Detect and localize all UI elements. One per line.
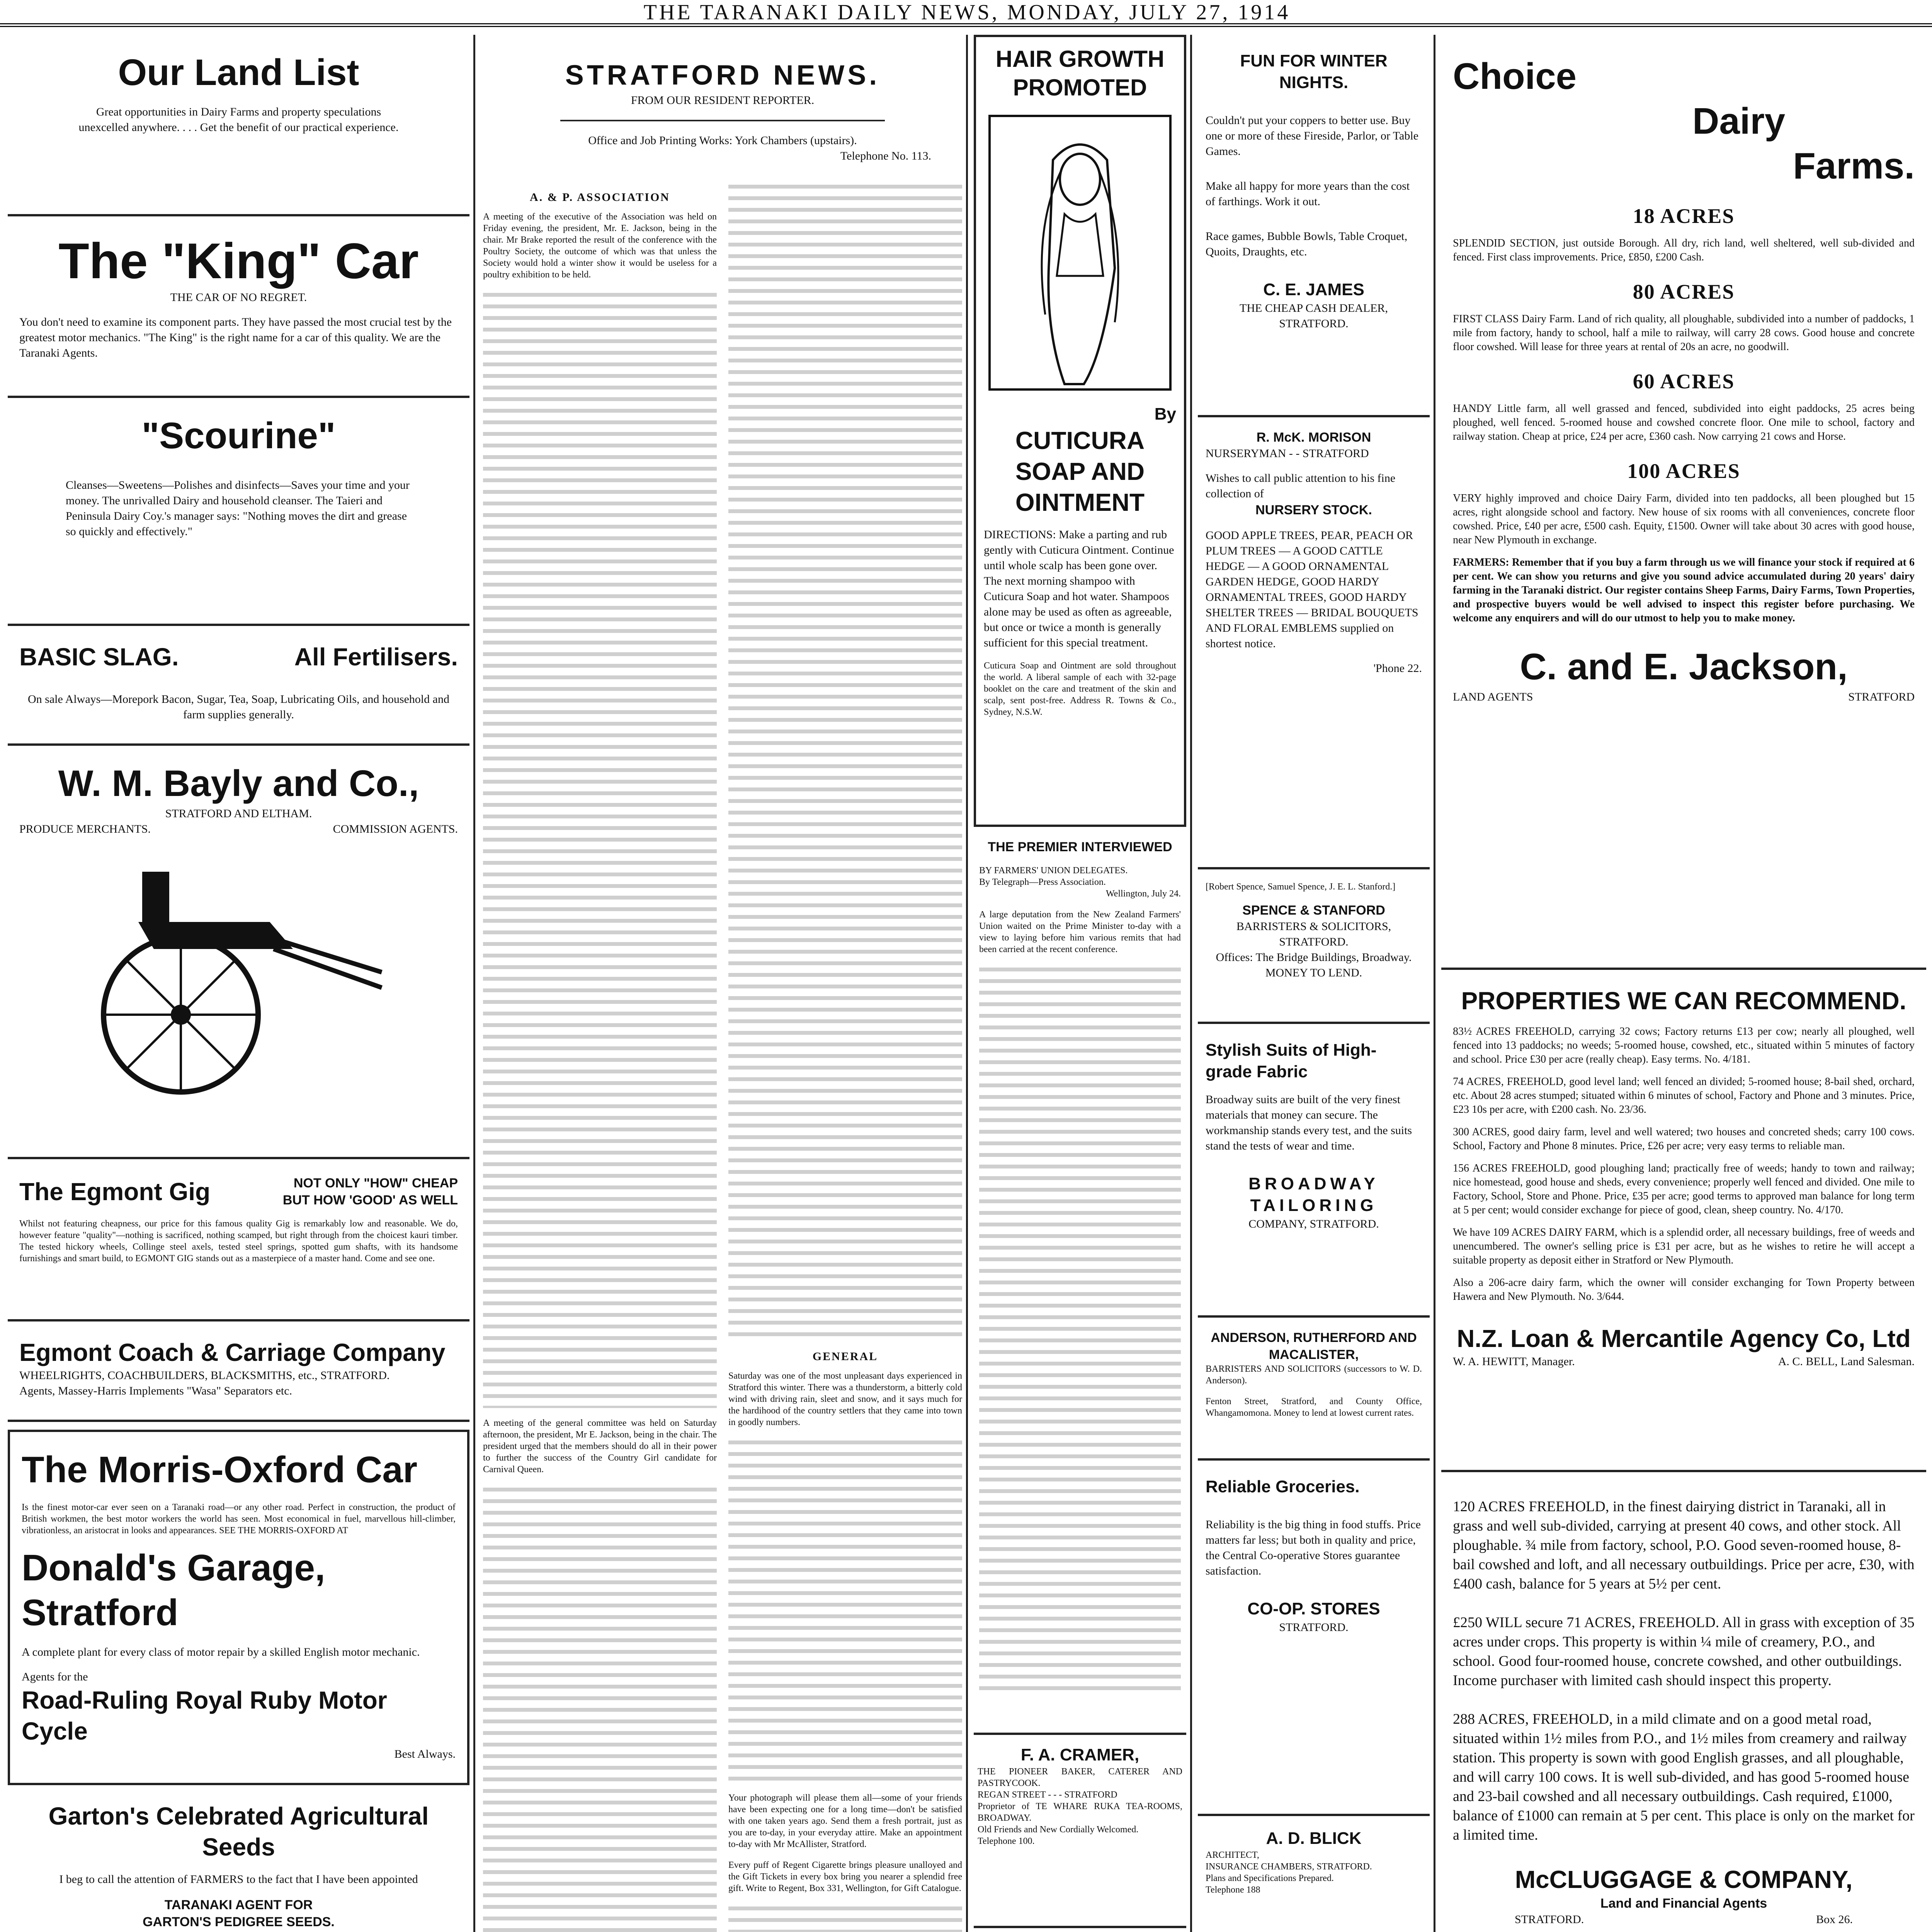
cuticura-directions: DIRECTIONS: Make a parting and rub gently with Cuticura Ointment. Continue until whole scalp has been gone over. The next morning shampoo with Cuticura Soap and hot water. Shampoos alone may be used as often as agreeable, but once or twice a month is generally sufficient for this special treatment.: [984, 528, 1174, 649]
garton-seeds-ad: [8, 1785, 469, 1932]
column-land-agents: [1441, 35, 1926, 1932]
james-sub: THE CHEAP CASH DEALER,: [1240, 302, 1388, 315]
regent-cigarette-notice: Every puff of Regent Cigarette brings pleasure unalloyed and the Gift Tickets in every box bring you nearer a splendid free gift. Write to Regent, Box 331, Wellington, for Gift Catalogue.: [728, 1860, 962, 1893]
co-op-stores-ad: [1198, 1461, 1430, 1816]
bayly-location: STRATFORD AND ELTHAM.: [165, 807, 312, 820]
james-town: STRATFORD.: [1279, 317, 1349, 330]
morris-oxford-title: The Morris-Oxford Car: [22, 1449, 418, 1490]
fun-title-1: FUN FOR WINTER: [1240, 51, 1388, 70]
office-notice: Office and Job Printing Works: York Chambers (upstairs).: [588, 134, 857, 147]
acres-80-heading: 80 ACRES: [1633, 280, 1735, 303]
fun-body-3: Race games, Bubble Bowls, Table Croquet, Quoits, Draughts, etc.: [1206, 230, 1408, 258]
egmont-coach-line-1: WHEELRIGHTS, COACHBUILDERS, BLACKSMITHS, etc., STRATFORD.: [19, 1369, 390, 1382]
egmont-coach-title: Egmont Coach & Carriage Company: [19, 1338, 446, 1366]
hair-growth-title: HAIR GROWTH: [995, 46, 1165, 72]
jackson-ad: [1441, 35, 1926, 970]
spence-office: Offices: The Bridge Buildings, Broadway.: [1216, 951, 1412, 964]
richards-ad: [974, 1928, 1186, 1932]
spence-title: SPENCE & STANFORD: [1242, 903, 1385, 918]
blick-sub-2: INSURANCE CHAMBERS, STRATFORD.: [1206, 1862, 1372, 1872]
column-stratford-news: [483, 35, 962, 1932]
article-text-block: [483, 287, 717, 1408]
mccluggage-box: Box 26.: [1816, 1913, 1853, 1926]
anderson-ad: [1198, 1318, 1430, 1461]
jackson-name: C. and E. Jackson,: [1520, 646, 1848, 687]
acres-18-heading: 18 ACRES: [1633, 204, 1735, 228]
garton-pedigree: GARTON'S PEDIGREE SEEDS.: [143, 1915, 335, 1929]
land-list-body: Great opportunities in Dairy Farms and property speculations unexcelled anywhere. . . . Get the benefit of our practical experience.: [78, 105, 399, 134]
broadway-3: COMPANY, STRATFORD.: [1248, 1218, 1379, 1230]
fun-winter-ad: [1198, 35, 1430, 417]
news-column-right: [728, 179, 962, 1932]
mccluggage-town: STRATFORD.: [1515, 1913, 1584, 1926]
gig-carriage-illustration: [92, 849, 386, 1104]
premier-date: Wellington, July 24.: [1105, 889, 1181, 899]
morison-trade: NURSERYMAN - - STRATFORD: [1206, 447, 1369, 460]
agents-for-label: Agents for the: [22, 1670, 88, 1683]
james-name: C. E. JAMES: [1263, 280, 1364, 299]
donalds-garage-body: A complete plant for every class of motor repair by a skilled English motor mechanic.: [22, 1646, 420, 1658]
nz-loan-ad: [1441, 970, 1926, 1472]
blick-name: A. D. BLICK: [1266, 1829, 1362, 1848]
column-rule: [473, 35, 475, 1932]
egmont-coach-ad: [8, 1321, 469, 1422]
nz-loan-title: N.Z. Loan & Mercantile Agency Co, Ltd: [1457, 1325, 1911, 1352]
news-column-left: [483, 179, 717, 1932]
mccluggage-name: McCLUGGAGE & COMPANY,: [1515, 1866, 1853, 1893]
egmont-coach-line-2: Agents, Massey-Harris Implements "Wasa" Separators etc.: [19, 1384, 293, 1397]
coop-town: STRATFORD.: [1279, 1621, 1349, 1634]
egmont-gig-ad: [8, 1159, 469, 1321]
nz-loan-salesman: A. C. BELL, Land Salesman.: [1778, 1355, 1915, 1368]
masthead: [0, 0, 1932, 27]
spence-sub: BARRISTERS & SOLICITORS,: [1236, 920, 1391, 933]
spence-stanford-ad: [1198, 869, 1430, 1024]
article-text-block: [728, 1901, 962, 1932]
blick-phone: Telephone 188: [1206, 1885, 1260, 1895]
by-label: By: [1154, 405, 1176, 423]
column-rule: [1434, 35, 1435, 1932]
property-109: We have 109 ACRES DAIRY FARM, which is a splendid order, all necessary buildings, free of weeds and unencumbered. The owner's selling price is £31 per acre, but as he wishes to retire he will accept a suitable property as deposit either in Stratford or New Plymouth.: [1453, 1226, 1915, 1266]
bayly-produce: PRODUCE MERCHANTS.: [19, 823, 151, 835]
farms-title: Farms.: [1793, 145, 1915, 187]
coop-title: CO-OP. STORES: [1247, 1599, 1380, 1618]
farm-120: 120 ACRES FREEHOLD, in the finest dairying district in Taranaki, all in grass and well sub-divided, carrying at present 40 cows, and other stock. All ploughable. ¾ mile from factory, school, P.O. Good seven-roomed house, 8-bail cowshed and loft, and all necessary outbuildings. Price per acre, £30, with £400 cash, balance for 5 years at 5½ per cent.: [1453, 1498, 1915, 1592]
acres-60-body: HANDY Little farm, all well grassed and fenced, subdivided into eight paddocks, 25 acres being ploughed, well fenced. 5-roomed house and cowshed concrete floor. One mile to school, factory and railway station. Cheap at price, £24 per acre, £360 cash. Now carrying 21 cows and Horse.: [1453, 403, 1915, 442]
acres-80-body: FIRST CLASS Dairy Farm. Land of rich quality, all ploughable, subdivided into a number of paddocks, 1 mile from factory, handy to school, half a mile to railway, will carry 28 cows. Good house and concrete floor cowshed. Will lease for three years at rental of 20s an acre, no goodwill.: [1453, 313, 1915, 353]
garton-agent: TARANAKI AGENT FOR: [164, 1898, 313, 1912]
article-text-block: [728, 179, 962, 1338]
king-car-body: You don't need to examine its component parts. They have passed the most crucial test by the greatest motor mechanics. "The King" is the right name for a car of this quality. We are the Taranaki Agents.: [19, 316, 452, 359]
king-car-ad: [8, 216, 469, 398]
suits-body: Broadway suits are built of the very finest materials that money can secure. The workmanship stands every test, and the suits stand the tests of wear and time.: [1206, 1093, 1412, 1152]
egmont-gig-tag-1: NOT ONLY "HOW" CHEAP: [293, 1176, 458, 1190]
article-text-block: [483, 1482, 717, 1932]
blick-sub-1: ARCHITECT,: [1206, 1850, 1259, 1860]
egmont-gig-tag-2: BUT HOW 'GOOD' AS WELL: [282, 1193, 458, 1208]
royal-ruby-cycle-title: Road-Ruling Royal Ruby Motor Cycle: [22, 1686, 387, 1745]
article-text-block: [728, 1435, 962, 1783]
premier-title: THE PREMIER INTERVIEWED: [988, 840, 1172, 854]
stratford-news-title: STRATFORD NEWS.: [565, 60, 880, 91]
fun-title-2: NIGHTS.: [1279, 73, 1349, 92]
property-83: 83½ ACRES FREEHOLD, carrying 32 cows; Factory returns £13 per cow; nearly all ploughed, well fenced into 13 paddocks; no weeds; 5-roomed house, cowshed, etc., situated within 5 minutes of factory and school. Price £30 per acre (really cheap). Easy terms. No. 4/181.: [1453, 1026, 1915, 1065]
morison-name: R. McK. MORISON: [1256, 430, 1371, 445]
property-300: 300 ACRES, good dairy farm, level and well watered; two houses and concreted sheds; carry 100 cows. School, Factory and Phone 8 minutes. Price, £26 per acre; very easy terms to reliable man.: [1453, 1126, 1915, 1152]
stratford-news-subtitle: FROM OUR RESIDENT REPORTER.: [631, 94, 815, 107]
broadway-tailoring-ad: [1198, 1024, 1430, 1318]
best-always-label: Best Always.: [394, 1748, 456, 1760]
premier-subtitle: BY FARMERS' UNION DELEGATES.: [979, 866, 1128, 876]
woman-portrait-illustration: [987, 114, 1173, 392]
article-text-block: [979, 962, 1181, 1696]
groceries-body: Reliability is the big thing in food stuffs. Price matters far less; but both in quality and price, the Central Co-operative Stores guarantee satisfaction.: [1206, 1518, 1421, 1577]
nz-loan-manager: W. A. HEWITT, Manager.: [1453, 1355, 1575, 1368]
morison-stock: NURSERY STOCK.: [1255, 503, 1372, 517]
cramer-line-1: THE PIONEER BAKER, CATERER AND PASTRYCOOK.: [978, 1767, 1182, 1788]
morison-phone: 'Phone 22.: [1373, 662, 1422, 675]
column-advertisements-4: [1198, 35, 1430, 1932]
ap-association-article: A meeting of the executive of the Association was held on Friday evening, the president, Mr. E. Jackson, being in the chair. Mr Brake reported the result of the conference with the Poultry Society, the outcome of which was that unless the Society would hold a winter show it would be useless for a poultry exhibition to be held.: [483, 212, 717, 280]
basic-slag-body: On sale Always—Morepork Bacon, Sugar, Tea, Soap, Lubricating Oils, and household and farm supplies generally.: [28, 693, 449, 721]
morison-body: Wishes to call public attention to his fine collection of: [1206, 472, 1396, 500]
dairy-title: Dairy: [1692, 100, 1786, 142]
recommend-title: PROPERTIES WE CAN RECOMMEND.: [1461, 987, 1906, 1015]
cramer-line-2: REGAN STREET - - - STRATFORD: [978, 1790, 1117, 1800]
egmont-gig-title: The Egmont Gig: [19, 1178, 211, 1206]
cramer-phone: Telephone 100.: [978, 1836, 1035, 1846]
fun-body-1: Couldn't put your coppers to better use. Buy one or more of these Fireside, Parlor, or Table Games.: [1206, 114, 1418, 158]
morison-items: GOOD APPLE TREES, PEAR, PEACH OR PLUM TREES — A GOOD CATTLE HEDGE — A GOOD ORNAMENTAL GARDEN HEDGE, GOOD HARDY ORNAMENTAL TREES, GOOD HARDY SHELTER TREES — BRIDAL BOUQUETS AND FLORAL EMBLEMS supplied on shortest notice.: [1206, 529, 1418, 650]
column-advertisements-1: [8, 35, 469, 1932]
farm-288: 288 ACRES, FREEHOLD, in a mild climate and on a good metal road, situated within 1½ miles from P.O., and 1½ miles from creamery and railway station. This property is sown with good English grasses, and all ploughable, and will carry 100 cows. It is well sub-divided, and has good 5-roomed house and 23-bail cowshed and all necessary outbuildings. Cash required, £1000, balance of £1000 can remain at 5 per cent. This place is only on the market for a limited time.: [1453, 1711, 1915, 1843]
blick-ad: [1198, 1816, 1430, 1932]
king-car-title: The "King" Car: [58, 233, 419, 289]
section-general: GENERAL: [812, 1350, 878, 1363]
basic-slag-heading: BASIC SLAG.: [19, 643, 179, 671]
mccluggage-ad: [1441, 1472, 1926, 1932]
bayly-title: W. M. Bayly and Co.,: [58, 763, 419, 804]
morison-ad: [1198, 417, 1430, 869]
mccluggage-sub: Land and Financial Agents: [1600, 1896, 1767, 1911]
morris-oxford-ad: [8, 1430, 469, 1785]
property-156: 156 ACRES FREEHOLD, good ploughing land; practically free of weeds; handy to town and railway; nice homestead, good house and sheds, every convenience; properly well fenced and divided. One mile to Factory, School, Store and Phone. Price, £35 per acre; good terms to approved man balance for long term at 5 per cent; would consider exchange for piece of good, clean, sheep country. No. 4/170.: [1453, 1162, 1915, 1216]
donalds-garage-title: Donald's Garage, Stratford: [22, 1547, 325, 1633]
general-article: Saturday was one of the most unpleasant days experienced in Stratford this winter. There was a thunderstorm, a bitterly cold wind with driving rain, sleet and snow, and it says much for the hardihood of the country settlers that they came into town in goodly numbers.: [728, 1371, 962, 1427]
bayly-ad: [8, 746, 469, 1159]
telephone-notice: Telephone No. 113.: [840, 150, 931, 162]
farm-250: £250 WILL secure 71 ACRES, FREEHOLD. All in grass with exception of 35 acres under crops. This property is within ¼ mile of creamery, P.O., and school. Good four-roomed house, concrete cowshed, and other outbuildings. Income purchaser with limited cash should inspect this property.: [1453, 1614, 1915, 1689]
choice-title: Choice: [1453, 56, 1577, 97]
column-advertisements-3: [974, 35, 1186, 1932]
jackson-left: LAND AGENTS: [1453, 690, 1533, 703]
scourine-body: Cleanses—Sweetens—Polishes and disinfects—Saves your time and your money. The unrivalled Dairy and household cleanser. The Taieri and Peninsula Dairy Coy.'s manager says: "Nothing moves the dirt and grease so quickly and effectively.": [66, 479, 410, 538]
premier-article: [974, 827, 1186, 1735]
acres-100-heading: 100 ACRES: [1627, 459, 1740, 483]
broadway-1: BROADWAY: [1248, 1174, 1379, 1193]
spence-money: MONEY TO LEND.: [1265, 966, 1362, 979]
spence-town: STRATFORD.: [1279, 935, 1349, 948]
scourine-title: "Scourine": [141, 415, 336, 456]
acres-60-heading: 60 ACRES: [1633, 370, 1735, 393]
anderson-sub: BARRISTERS AND SOLICITORS (successors to W. D. Anderson).: [1206, 1364, 1422, 1386]
groceries-title: Reliable Groceries.: [1206, 1477, 1360, 1496]
bayly-commission: COMMISSION AGENTS.: [333, 823, 458, 835]
cramer-ad: [974, 1735, 1186, 1928]
masthead-text: THE TARANAKI DAILY NEWS, MONDAY, JULY 27, 1914: [643, 0, 1291, 24]
garton-title: Garton's Celebrated Agricultural Seeds: [48, 1802, 429, 1861]
column-rule: [1190, 35, 1192, 1932]
fertilisers-heading: All Fertilisers.: [294, 643, 458, 671]
anderson-title: ANDERSON, RUTHERFORD AND MACALISTER,: [1211, 1330, 1417, 1362]
premier-body: A large deputation from the New Zealand Farmers' Union waited on the Prime Minister to-day with a view to laying before him various remits that had been carried at the recent conference.: [979, 910, 1181, 954]
blick-sub-3: Plans and Specifications Prepared.: [1206, 1873, 1334, 1883]
king-car-subtitle: THE CAR OF NO REGRET.: [170, 291, 307, 304]
basic-slag-ad: [8, 626, 469, 746]
garton-intro: I beg to call the attention of FARMERS to the fact that I have been appointed: [59, 1873, 418, 1886]
spence-names: [Robert Spence, Samuel Spence, J. E. L. Stanford.]: [1206, 882, 1396, 892]
acres-18-body: SPLENDID SECTION, just outside Borough. All dry, rich land, well sheltered, well sub-divided and fenced. First class improvements. Price, £850, £200 Cash.: [1453, 237, 1915, 263]
cramer-line-3: Proprietor of TE WHARE RUKA TEA-ROOMS, BROADWAY.: [978, 1801, 1182, 1823]
suits-title: Stylish Suits of High-grade Fabric: [1206, 1041, 1377, 1081]
property-206: Also a 206-acre dairy farm, which the owner will consider exchanging for Town Property between Hawera and New Plymouth. No. 3/644.: [1453, 1277, 1915, 1303]
column-rule: [966, 35, 968, 1932]
jackson-right: STRATFORD: [1848, 690, 1915, 703]
acres-100-body: VERY highly improved and choice Dairy Farm, divided into ten paddocks, all been ploughed but 15 acres, right alongside school and factory. New house of six rooms with all conveniences, concrete floor cowshed. Price, £40 per acre, £500 cash. Equity, £1500. Owner will take about 30 acres with good house, near New Plymouth in exchange.: [1453, 492, 1915, 546]
morris-oxford-body: Is the finest motor-car ever seen on a Taranaki road—or any other road. Perfect in construction, the product of British workmen, the best motor workers the world has seen. Most economical in fuel, marvellous hill-climber, vibrationless, an aristocrat in looks and appearances. SEE THE MORRIS-OXFORD AT: [22, 1502, 456, 1536]
land-list-ad: [8, 35, 469, 216]
premier-byline: By Telegraph—Press Association.: [979, 877, 1106, 887]
promoted-title: PROMOTED: [1013, 75, 1147, 100]
general-committee-article: A meeting of the general committee was held on Saturday afternoon, the president, Mr E. Jackson, being in the chair. The president urged that the members should do all in their power to further the success of the Country Girl candidate for Carnival Queen.: [483, 1418, 717, 1475]
photograph-notice: Your photograph will please them all—some of your friends have been expecting one for a long time—don't be satisfied with one taken years ago. Send them a fresh portrait, just as you are to-day, in your everyday attire. Make an appointment to-day with Mr McAllister, Stratford.: [728, 1793, 962, 1849]
cuticura-fine-print: Cuticura Soap and Ointment are sold throughout the world. A liberal sample of each with 32-page booklet on the care and treatment of the skin and scalp, sent post-free. Address R. Towns & Co., Sydney, N.S.W.: [984, 661, 1176, 717]
fun-body-2: Make all happy for more years than the cost of farthings. Work it out.: [1206, 180, 1410, 208]
scourine-ad: [8, 398, 469, 626]
property-74: 74 ACRES, FREEHOLD, good level land; well fenced an divided; 5-roomed house; 8-bail shed, orchard, etc. About 28 acres stumped; situated within 6 minutes of school, Factory and Phone and 3 minutes. Price, £23 10s per acre, with £200 cash. No. 23/36.: [1453, 1076, 1915, 1116]
cramer-line-4: Old Friends and New Cordially Welcomed.: [978, 1825, 1139, 1835]
section-ap-association: A. & P. ASSOCIATION: [530, 191, 670, 204]
farmers-notice: FARMERS: Remember that if you buy a farm through us we will finance your stock if required at 6 per cent. We can show you returns and give you sound advice accumulated during 20 years' dairy farming in the Taranaki district. Our register contains Sheep Farms, Dairy Farms, Town Properties, and prospective buyers would be well advised to inspect this register before purchasing. We welcome any enquirers and will do our utmost to help you to make money.: [1453, 556, 1915, 624]
egmont-gig-body: Whilst not featuring cheapness, our price for this famous quality Gig is remarkably low and reasonable. We do, however feature "quality"—nothing is sacrificed, nothing scamped, but right through from the choicest kauri timber. The tested hickory wheels, Collinge steel axels, tested steel springs, spotted gum shafts, with its handsome furnishings and smart build, to EGMONT GIG stands out as a masterpiece of a master hand. Come and see one.: [19, 1219, 458, 1264]
broadway-2: TAILORING: [1250, 1196, 1378, 1215]
anderson-body: Fenton Street, Stratford, and County Office, Whangamomona. Money to lend at lowest current rates.: [1206, 1396, 1422, 1418]
cuticura-ad: [974, 35, 1186, 827]
land-list-title: Our Land List: [118, 52, 359, 93]
cramer-name: F. A. CRAMER,: [1020, 1745, 1139, 1764]
cuticura-title: CUTICURA SOAP AND OINTMENT: [1015, 427, 1145, 516]
